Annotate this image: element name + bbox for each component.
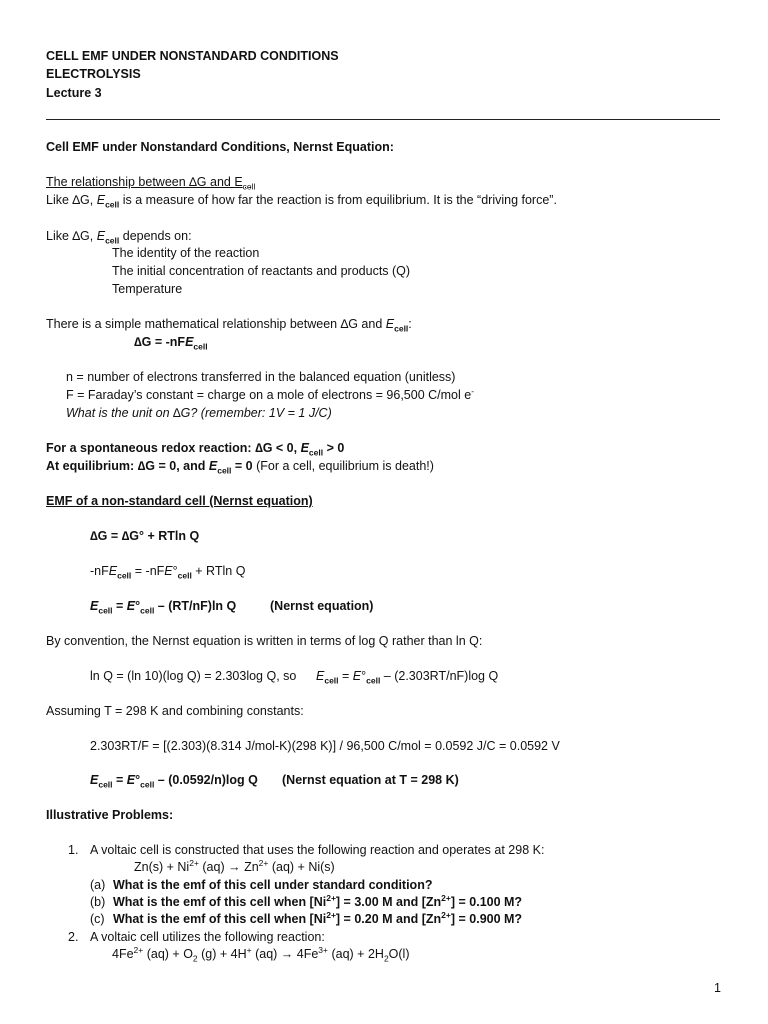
illustrative-problems-heading: Illustrative Problems: [46,808,174,822]
equilibrium-condition: At equilibrium: ∆G = 0, and $E_{cell} = 0$ (For a cell, equilibrium is death!) [46,459,434,476]
simple-relationship-text: There is a simple mathematical relationship between ∆G and $E_{cell}$: [46,317,412,334]
relationship-heading: The relationship between ∆G and $E_{cell}$ [46,175,256,192]
equation-nernst-298: $E_{cell} = E^\circ_{cell} - (0.0592/n)\log$ Q [90,773,258,790]
problem-2-number: 2. [68,930,79,944]
problem-1-number: 1. [68,843,79,857]
depends-on-text: Like ∆G, $E_{cell}$ depends on: [46,229,192,246]
section-heading-nernst: Cell EMF under Nonstandard Conditions, Nernst Equation: [46,140,394,154]
doc-subtitle: ELECTROLYSIS [46,67,141,81]
header-rule [46,119,720,120]
problem-1a-label: (a) [90,878,106,892]
problem-1b-text: What is the emf of this cell when $[Ni^{2+}] = 3.00$ M and $[Zn^{2+}] = 0.100$ M? [113,892,523,909]
problem-1c-text: What is the emf of this cell when $[Ni^{2+}] = 0.20$ M and $[Zn^{2+}] = 0.900$ M? [113,909,523,926]
ln-to-log-text: ln Q = (ln 10)(log Q) = 2.303log Q, so [90,669,297,683]
problem-1b-label: (b) [90,895,106,909]
lecture-label: Lecture 3 [46,86,102,100]
depends-item-temperature: Temperature [112,282,183,296]
emf-nonstandard-heading: EMF of a non-standard cell (Nernst equation) [46,494,313,508]
spontaneous-condition: For a spontaneous redox reaction: ∆G < 0, $E_{cell} > 0$ [46,441,345,458]
page-number: 1 [714,981,721,995]
unit-question: What is the unit on ∆G? (remember: 1V = 1 J/C) [66,406,332,420]
equation-nernst-log: $E_{cell} = E^\circ_{cell} - (2.303RT/nF)\log$ Q [316,669,499,686]
problem-2-reaction: $4Fe^{2+}$ $(aq) + O_2$ (g) + 4H+ $(aq) \to 4Fe^{3+}$ $(aq) + 2H_2O(l)$ [112,944,410,964]
assuming-text: Assuming T = 298 K and combining constants: [46,704,304,718]
problem-1a-text: What is the emf of this cell under standard condition? [113,878,433,892]
constants-calculation: 2.303RT/F = [(2.303)(8.314 J/mol-K)(298 K)] / 96,500 C/mol = 0.0592 J/C = 0.0592 V [90,739,560,753]
problem-1-reaction: $Zn(s) + Ni^{2+}$ $(aq) \to Zn^{2+}$ (aq) + Ni(s) [134,857,335,874]
doc-title: CELL EMF UNDER NONSTANDARD CONDITIONS [46,49,339,63]
problem-2-text: A voltaic cell utilizes the following reaction: [90,930,325,944]
n-definition: n = number of electrons transferred in the balanced equation (unitless) [66,370,456,384]
f-definition: F = Faraday’s constant = charge on a mole of electrons = 96,500 C/mol e- [66,385,475,402]
problem-1-text: A voltaic cell is constructed that uses the following reaction and operates at 298 K: [90,843,545,857]
equation-dg-dg0: ∆G = ∆G° + RTln Q [90,529,200,543]
convention-text: By convention, the Nernst equation is written in terms of log Q rather than ln Q: [46,634,483,648]
equation-nernst-ln: $E_{cell} = E^\circ_{cell} - (RT/nF)\ln$ Q [90,599,237,616]
depends-item-concentration: The initial concentration of reactants and products (Q) [112,264,411,278]
equation-nfe: $-nFE_{cell} = -nFE^\circ_{cell} + RTln$ Q [90,564,246,581]
relationship-text: Like ∆G, $E_{cell}$ is a measure of how far the reaction is from equilibrium. It is the “driving force”. [46,193,557,210]
depends-item-identity: The identity of the reaction [112,246,260,260]
nernst-298-label: (Nernst equation at T = 298 K) [282,773,459,787]
nernst-equation-label: (Nernst equation) [270,599,374,613]
equation-dg-nfe: ∆G = -nFE$_{cell}$ [134,335,208,352]
problem-1c-label: (c) [90,912,105,926]
